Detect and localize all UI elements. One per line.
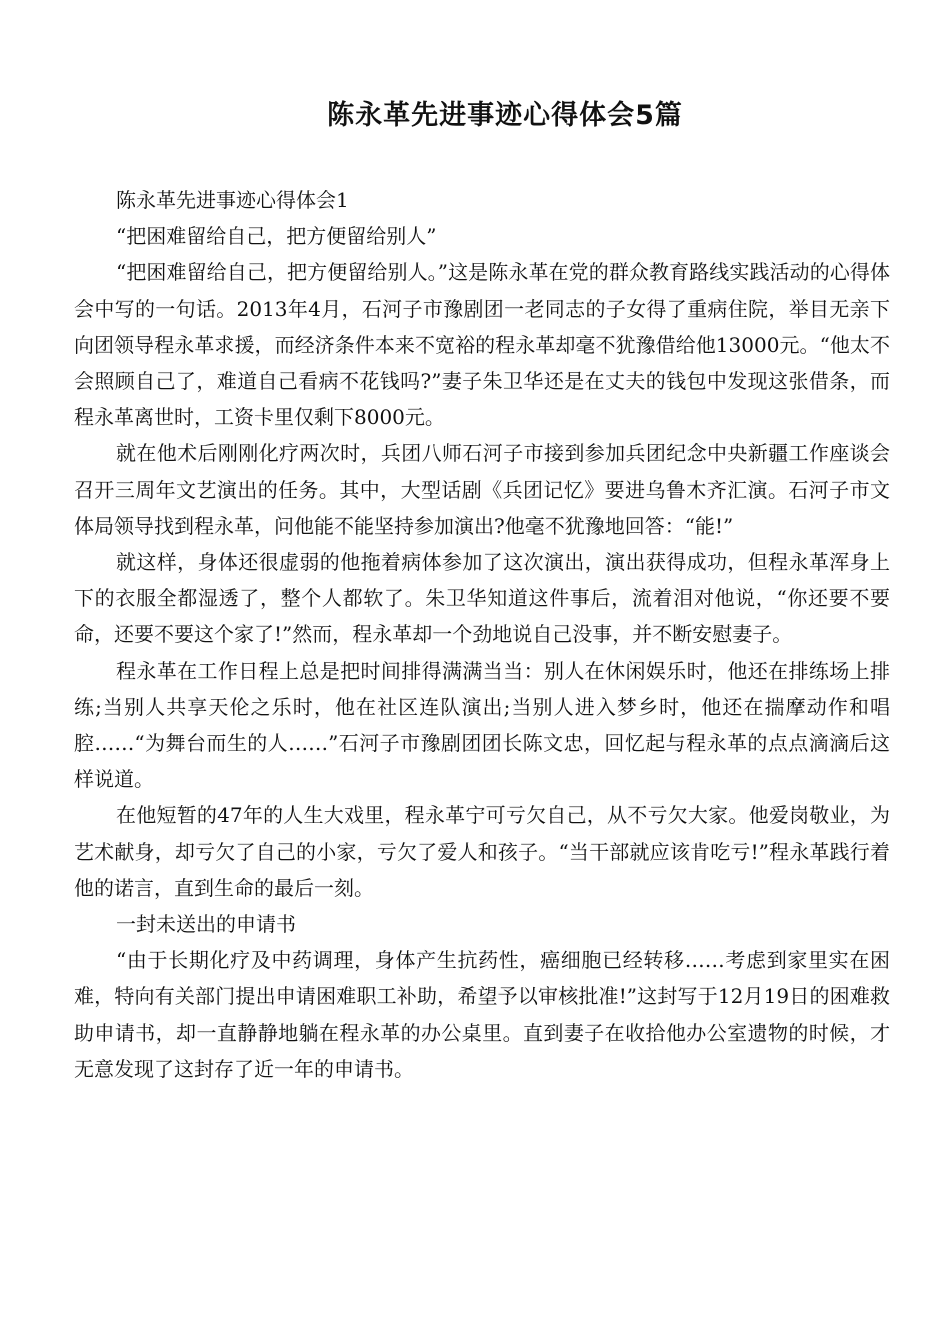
subheading: 一封未送出的申请书 bbox=[116, 912, 296, 937]
document-title: 陈永革先进事迹心得体会5篇 bbox=[327, 100, 683, 131]
paragraph: “把困难留给自己，把方便留给别人。”这是陈永革在党的群众教育路线实践活动的心得体会中写的一句话。2013年4月，石河子市豫剧团一老同志的子女得了重病住院，举目无亲下向团领导程永革求援，而经济条件本来不宽裕的程永革却毫不犹豫借给他13000元。“他太不会照顾自己了，难道自己看病不花钱吗?”妻子朱卫华还是在丈夫的钱包中发现这张借条，而程永革离世时，工资卡里仅剩下8000元。 bbox=[74, 260, 890, 430]
paragraph: 就这样，身体还很虚弱的他拖着病体参加了这次演出，演出获得成功，但程永革浑身上下的衣服全都湿透了，整个人都软了。朱卫华知道这件事后，流着泪对他说，“你还要不要命，还要不要这个家了!”然而，程永革却一个劲地说自己没事，并不断安慰妻子。 bbox=[74, 550, 890, 647]
paragraph: 程永革在工作日程上总是把时间排得满满当当：别人在休闲娱乐时，他还在排练场上排练;当别人共享天伦之乐时，他在社区连队演出;当别人进入梦乡时，他还在揣摩动作和唱腔……“为舞台而生的人……”石河子市豫剧团团长陈文忠，回忆起与程永革的点点滴滴后这样说道。 bbox=[74, 658, 890, 792]
section-heading: 陈永革先进事迹心得体会1 bbox=[116, 188, 349, 212]
document-body bbox=[74, 182, 890, 1087]
paragraph: 就在他术后刚刚化疗两次时，兵团八师石河子市接到参加兵团纪念中央新疆工作座谈会召开三周年文艺演出的任务。其中，大型话剧《兵团记忆》要进乌鲁木齐汇演。石河子市文体局领导找到程永革，问他能不能坚持参加演出?他毫不犹豫地回答：“能!” bbox=[74, 441, 890, 538]
paragraph: “由于长期化疗及中药调理，身体产生抗药性，癌细胞已经转移……考虑到家里实在困难，特向有关部门提出申请困难职工补助，希望予以审核批准!”这封写于12月19日的困难救助申请书，却一直静静地躺在程永革的办公桌里。直到妻子在收拾他办公室遗物的时候，才无意发现了这封存了近一年的申请书。 bbox=[74, 948, 890, 1081]
paragraph: 在他短暂的47年的人生大戏里，程永革宁可亏欠自己，从不亏欠大家。他爱岗敬业，为艺术献身，却亏欠了自己的小家，亏欠了爱人和孩子。“当干部就应该肯吃亏!”程永革践行着他的诺言，直到生命的最后一刻。 bbox=[74, 803, 890, 900]
subheading: “把困难留给自己，把方便留给别人” bbox=[116, 224, 437, 249]
